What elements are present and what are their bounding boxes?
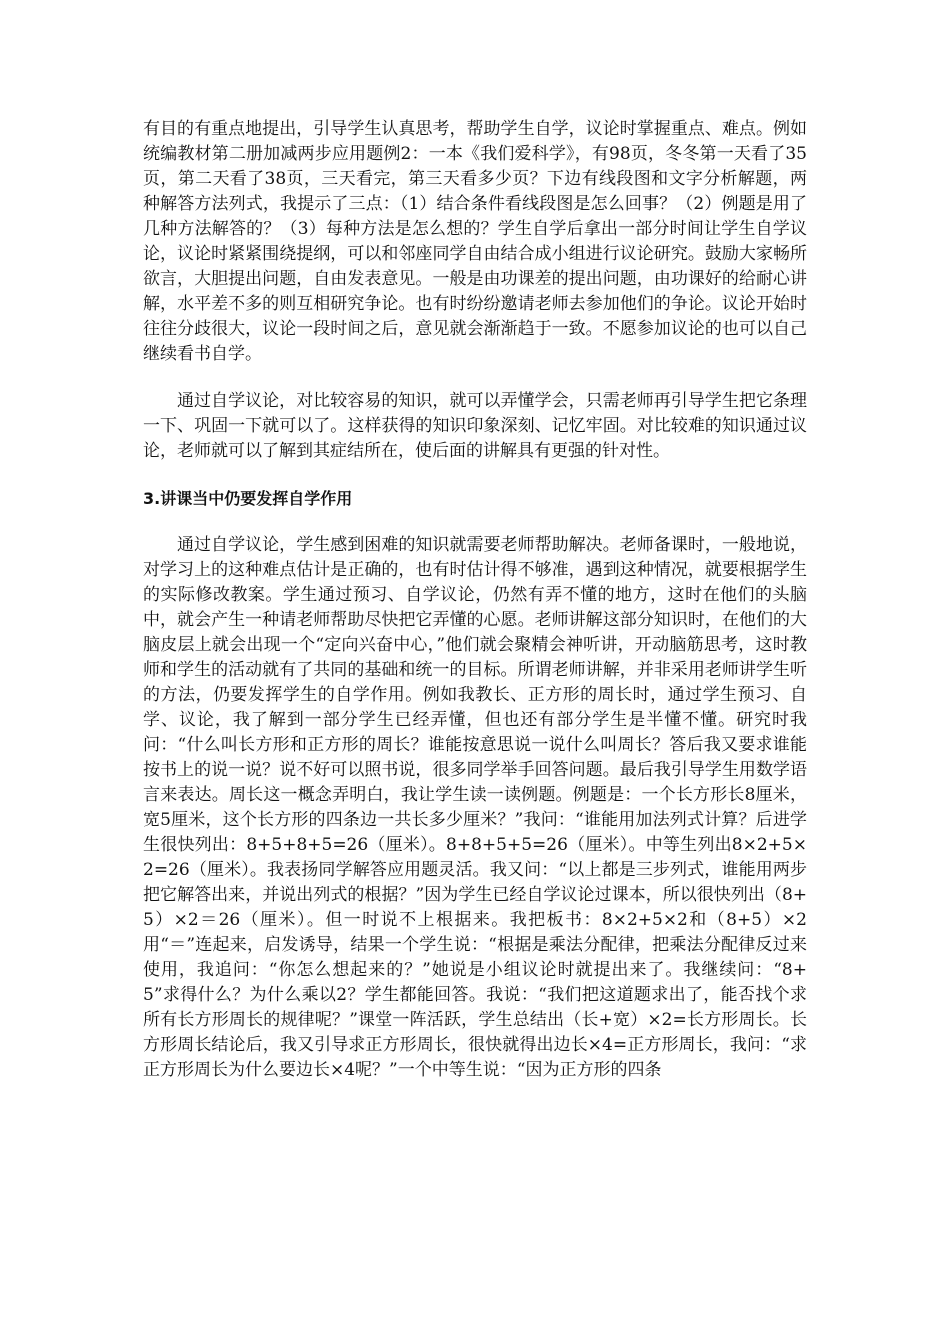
paragraph-discussion-benefit: 通过自学议论，对比较容易的知识，就可以弄懂学会，只需老师再引导学生把它条理一下、巩固一下就可以了。这样获得的知识印象深刻、记忆牢固。对比较难的知识通过议论，老师就可以了解到其症结所在，使后面的讲解具有更强的针对性。 xyxy=(143,391,807,461)
paragraph-lecture-self-study: 通过自学议论，学生感到困难的知识就需要老师帮助解决。老师备课时，一般地说，对学习上的这种难点估计是正确的，也有时估计得不够准，遇到这种情况，就要根据学生的实际修改教案。学生通过预习、自学议论，仍然有弄不懂的地方，这时在他们的头脑中，就会产生一种请老师帮助尽快把它弄懂的心愿。老师讲解这部分知识时，在他们的大脑皮层上就会出现一个“定向兴奋中心，”他们就会聚精会神听讲，开动脑筋思考，这时教师和学生的活动就有了共同的基础和统一的目标。所谓老师讲解，并非采用老师讲学生听的方法，仍要发挥学生的自学作用。例如我教长、正方形的周长时，通过学生预习、自学、议论，我了解到一部分学生已经弄懂，但也还有部分学生是半懂不懂。研究时我问：“什么叫长方形和正方形的周长？谁能按意思说一说什么叫周长？答后我又要求谁能按书上的说一说？说不好可以照书说，很多同学举手回答问题。最后我引导学生用数学语言来表达。周长这一概念弄明白，我让学生读一读例题。例题是：一个长方形长8厘米，宽5厘米，这个长方形的四条边一共长多少厘米？”我问：“谁能用加法列式计算？后进学生很快列出：8+5+8+5=26（厘米）。8+8+5+5=26（厘米）。中等生列出8×2+5×2=26（厘米）。我表扬同学解答应用题灵活。我又问：“以上都是三步列式，谁能用两步把它解答出来，并说出列式的根据？”因为学生已经自学议论过课本，所以很快列出（8+5）×2＝26（厘米）。但一时说不上根据来。我把板书：8×2+5×2和（8+5）×2用“＝”连起来，启发诱导，结果一个学生说：“根据是乘法分配律，把乘法分配律反过来使用，我追问：“你怎么想起来的？”她说是小组议论时就提出来了。我继续问：“8+5”求得什么？为什么乘以2？学生都能回答。我说：“我们把这道题求出了，能否找个求所有长方形周长的规律呢？”课堂一阵活跃，学生总结出（长+宽）×2=长方形周长。长方形周长结论后，我又引导求正方形周长，很快就得出边长×4=正方形周长，我问：“求正方形周长为什么要边长×4呢？”一个中等生说：“因为正方形的四条 xyxy=(143,535,807,1080)
document-page xyxy=(143,117,807,1105)
section-heading: 3.讲课当中仍要发挥自学作用 xyxy=(143,489,353,508)
paragraph-discussion-method: 有目的有重点地提出，引导学生认真思考，帮助学生自学，议论时掌握重点、难点。例如统编教材第二册加减两步应用题例2：一本《我们爱科学》，有98页，冬冬第一天看了35页，第二天看了38页，三天看完，第三天看多少页？下边有线段图和文字分析解题，两种解答方法列式，我提示了三点：（1）结合条件看线段图是怎么回事？（2）例题是用了几种方法解答的？（3）每种方法是怎么想的？学生自学后拿出一部分时间让学生自学议论，议论时紧紧围绕提纲，可以和邻座同学自由结合成小组进行议论研究。鼓励大家畅所欲言，大胆提出问题，自由发表意见。一般是由功课差的提出问题，由功课好的给耐心讲解，水平差不多的则互相研究争论。也有时纷纷邀请老师去参加他们的争论。议论开始时往往分歧很大，议论一段时间之后，意见就会渐渐趋于一致。不愿参加议论的也可以自己继续看书自学。 xyxy=(143,119,807,364)
